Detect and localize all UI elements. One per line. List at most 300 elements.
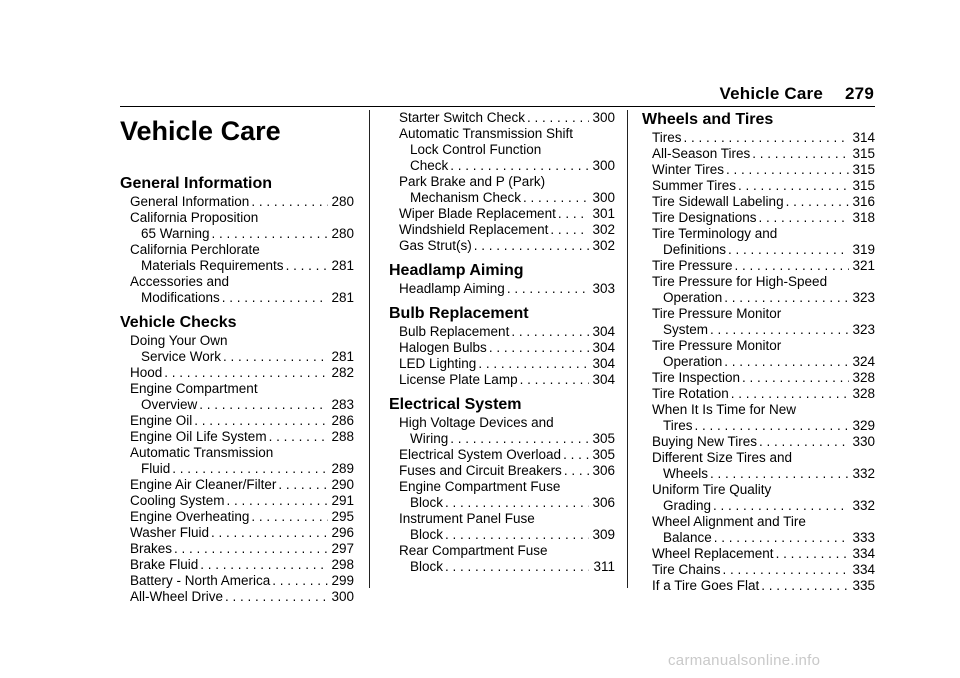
dot-leader [738,178,849,194]
toc-entry-row [652,130,875,146]
toc-entry-line: Lock Control Function [410,142,542,157]
toc-entry[interactable] [652,258,875,274]
dot-leader [714,530,849,546]
toc-entry-label: If a Tire Goes Flat [652,578,760,593]
toc-entry-label: Engine Oil [130,413,193,428]
toc-entry-line: High Voltage Devices and [399,415,554,430]
toc-entry-line: Uniform Tire Quality [652,482,772,497]
toc-entry-row [399,372,615,388]
toc-entry-row [652,242,875,258]
toc-entry-row [399,190,615,206]
toc-entry-label: Modifications [141,290,220,305]
toc-page-number: 318 [852,210,875,225]
toc-page-number: 298 [331,557,354,572]
running-head [720,84,875,104]
toc-entry-label: Wiper Blade Replacement [399,206,556,221]
toc-entry-label: Tire Inspection [652,370,741,385]
toc-entry-row [652,210,875,226]
toc-entry-row [130,258,354,274]
toc-entry-label: System [663,322,709,337]
toc-entry-label: Washer Fluid [130,525,210,540]
dot-leader [735,258,849,274]
dot-leader [684,130,850,146]
column-divider-2 [627,110,628,588]
toc-section [120,174,354,306]
toc-entry[interactable] [652,338,875,370]
dot-leader [194,413,328,429]
toc-entry-label: Battery - North America [130,573,271,588]
dot-leader [776,546,849,562]
chapter-title: Vehicle Care [120,116,281,146]
dot-leader [761,578,849,594]
dot-leader [227,493,328,509]
toc-entry-row [130,493,354,509]
toc-entry-label: Wheels [663,466,709,481]
toc-page-number: 281 [331,349,354,364]
dot-leader [710,466,849,482]
toc-entry-label: Engine Air Cleaner/Filter [130,477,277,492]
toc-entry[interactable] [399,463,615,479]
toc-entry[interactable] [652,386,875,402]
toc-entry-line: Doing Your Own [130,333,228,348]
toc-entry-label: 65 Warning [141,226,210,241]
toc-column-1 [120,110,354,612]
toc-entry[interactable] [399,479,615,511]
dot-leader [474,238,589,254]
toc-section [389,304,615,388]
toc-entry-label: Block [410,527,444,542]
toc-page-number: 288 [331,429,354,444]
toc-entry[interactable] [399,222,615,238]
toc-page-number: 330 [852,434,875,449]
dot-leader [174,541,328,557]
toc-entry-row [130,365,354,381]
toc-entry-line: Tire Pressure for High-Speed [652,274,828,289]
dot-leader [251,509,328,525]
toc-section [389,395,615,575]
toc-entry-row [399,238,615,254]
header-rule [120,106,875,107]
toc-page-number: 282 [331,365,354,380]
toc-page-number: 329 [852,418,875,433]
toc-entry-line: Accessories and [130,274,230,289]
toc-entry-label: LED Lighting [399,356,477,371]
toc-entry-label: Operation [663,290,723,305]
toc-entry-row [652,562,875,578]
toc-page-number: 315 [852,146,875,161]
toc-entry-label: Headlamp Aiming [399,281,505,296]
toc-entry[interactable] [399,340,615,356]
toc-entry[interactable] [130,589,354,605]
dot-leader [450,431,589,447]
toc-entry-label: Tires [663,418,693,433]
toc-page-number: 306 [592,463,615,478]
toc-entry-row [399,447,615,463]
section-heading: General Information [120,175,273,192]
toc-page-number: 302 [592,238,615,253]
toc-entry-line: Engine Compartment Fuse [399,479,561,494]
dot-leader [752,146,849,162]
toc-entry[interactable] [399,356,615,372]
toc-entry-line: Wheel Alignment and Tire [652,514,806,529]
dot-leader [272,573,328,589]
toc-entry[interactable] [652,178,875,194]
toc-column-3 [642,110,875,601]
toc-entry-row [130,589,354,605]
toc-entry-label: Wheel Replacement [652,546,774,561]
toc-entry-row [130,429,354,445]
toc-entry[interactable] [652,370,875,386]
toc-entry-row [130,397,354,413]
toc-column-2 [389,110,615,582]
watermark: carmanualsonline.info [668,652,821,669]
dot-leader [223,349,328,365]
dot-leader [723,562,849,578]
section-heading: Bulb Replacement [389,305,529,322]
toc-entry-row [652,162,875,178]
toc-entry-label: Winter Tires [652,162,725,177]
toc-page-number: 315 [852,162,875,177]
toc-entry-line: Rear Compartment Fuse [399,543,548,558]
toc-page-number: 289 [331,461,354,476]
toc-entry-label: Tire Sidewall Labeling [652,194,784,209]
toc-page-number: 286 [331,413,354,428]
toc-page-number: 306 [592,495,615,510]
toc-entry-row [652,466,875,482]
toc-page-number: 295 [331,509,354,524]
toc-entry[interactable] [130,509,354,525]
toc-section [120,313,354,605]
dot-leader [269,429,328,445]
dot-leader [520,372,589,388]
toc-entry-row [130,557,354,573]
toc-entry[interactable] [652,450,875,482]
toc-entry[interactable] [399,174,615,206]
toc-entry-row [130,349,354,365]
toc-entry[interactable] [130,242,354,274]
toc-entry-row [130,290,354,306]
toc-entry-row [652,178,875,194]
toc-entry-row [130,194,354,210]
dot-leader [445,559,589,575]
toc-page-number: 334 [852,562,875,577]
toc-entry-row [399,281,615,297]
toc-entry-row [652,386,875,402]
toc-entry-label: Windshield Replacement [399,222,549,237]
dot-leader [172,461,328,477]
toc-page-number: 300 [331,589,354,604]
dot-leader [786,194,849,210]
toc-entry[interactable] [130,413,354,429]
toc-entry[interactable] [652,514,875,546]
toc-entry[interactable] [399,324,615,340]
toc-page-number: 297 [331,541,354,556]
toc-entry[interactable] [652,434,875,450]
toc-page-number: 334 [852,546,875,561]
dot-leader [759,434,849,450]
toc-entry-label: Overview [141,397,198,412]
dot-leader [445,527,589,543]
toc-entry-label: Tire Designations [652,210,757,225]
toc-entry[interactable] [130,274,354,306]
toc-entry-line: California Proposition [130,210,259,225]
toc-entry[interactable] [130,445,354,477]
toc-entry-label: Fuses and Circuit Breakers [399,463,562,478]
toc-entry-label: General Information [130,194,250,209]
toc-page-number: 300 [592,190,615,205]
toc-entry-row [652,578,875,594]
column-divider-1 [369,110,370,588]
toc-entry-row [399,206,615,222]
toc-entry[interactable] [130,557,354,573]
toc-entry-label: Starter Switch Check [399,110,526,125]
toc-page-number: 299 [331,573,354,588]
toc-entry[interactable] [130,429,354,445]
toc-page-number: 305 [592,431,615,446]
toc-entry[interactable] [399,447,615,463]
dot-leader [558,206,589,222]
toc-entry[interactable] [652,306,875,338]
toc-entry-line: Instrument Panel Fuse [399,511,535,526]
toc-entry[interactable] [652,402,875,434]
dot-leader [724,354,849,370]
toc-entry-label: Tire Rotation [652,386,729,401]
toc-entry-line: Automatic Transmission Shift [399,126,574,141]
toc-entry-row [399,222,615,238]
toc-entry[interactable] [399,415,615,447]
toc-entry-row [130,541,354,557]
toc-entry-row [652,194,875,210]
toc-entry[interactable] [399,281,615,297]
dot-leader [489,340,589,356]
toc-page-number: 321 [852,258,875,273]
toc-entry-line: Engine Compartment [130,381,258,396]
toc-entry[interactable] [652,194,875,210]
toc-entry-row [652,546,875,562]
toc-entry-label: Summer Tires [652,178,737,193]
dot-leader [478,356,589,372]
toc-page-number: 304 [592,324,615,339]
toc-entry-row [130,573,354,589]
toc-entry[interactable] [652,162,875,178]
toc-section [642,110,875,594]
toc-page-number: 323 [852,322,875,337]
section-heading: Wheels and Tires [642,111,774,128]
dot-leader [278,477,328,493]
toc-entry-line: Tire Pressure Monitor [652,306,782,321]
toc-entry[interactable] [130,381,354,413]
toc-page-number: 304 [592,340,615,355]
section-heading: Electrical System [389,396,522,413]
toc-section [389,110,615,254]
toc-entry[interactable] [130,333,354,365]
toc-entry-row [652,530,875,546]
toc-entry[interactable] [652,226,875,258]
toc-entry-label: All-Season Tires [652,146,751,161]
toc-entry[interactable] [130,210,354,242]
toc-entry-label: Cooling System [130,493,225,508]
toc-entry[interactable] [399,543,615,575]
toc-entry-label: Service Work [141,349,222,364]
toc-entry[interactable] [399,206,615,222]
toc-entry[interactable] [130,477,354,493]
toc-entry-row [652,146,875,162]
toc-entry-row [652,354,875,370]
toc-entry-label: Grading [663,498,712,513]
toc-entry-line: Park Brake and P (Park) [399,174,546,189]
section-heading: Headlamp Aiming [389,262,524,279]
toc-entry[interactable] [652,482,875,514]
toc-entry-row [130,509,354,525]
toc-entry[interactable] [399,372,615,388]
toc-page-number: 281 [331,258,354,273]
dot-leader [199,397,328,413]
toc-page-number: 332 [852,498,875,513]
toc-entry-label: Brake Fluid [130,557,199,572]
dot-leader [710,322,849,338]
dot-leader [450,158,589,174]
toc-entry[interactable] [652,274,875,306]
toc-entry-row [652,290,875,306]
dot-leader [731,386,849,402]
toc-entry-row [399,527,615,543]
toc-entry[interactable] [652,210,875,226]
dot-leader [759,210,849,226]
toc-entry-row [399,559,615,575]
page-number: 279 [845,84,874,103]
toc-page-number: 323 [852,290,875,305]
toc-entry[interactable] [652,578,875,594]
dot-leader [211,525,328,541]
toc-entry-label: Mechanism Check [410,190,522,205]
toc-page-number: 332 [852,466,875,481]
toc-entry-label: Wiring [410,431,449,446]
toc-entry-row [130,226,354,242]
toc-entry-label: Operation [663,354,723,369]
dot-leader [225,589,328,605]
toc-entry-label: Block [410,559,444,574]
running-head-title: Vehicle Care [719,84,824,103]
toc-entry-row [652,434,875,450]
dot-leader [563,447,589,463]
toc-entry-row [399,431,615,447]
toc-entry[interactable] [130,573,354,589]
toc-entry-label: Materials Requirements [141,258,284,273]
toc-entry[interactable] [130,493,354,509]
toc-entry-label: Buying New Tires [652,434,758,449]
toc-entry-label: Halogen Bulbs [399,340,487,355]
dot-leader [527,110,589,126]
toc-page-number: 324 [852,354,875,369]
toc-entry-label: License Plate Lamp [399,372,518,387]
toc-entry-label: Electrical System Overload [399,447,562,462]
toc-entry-label: Check [410,158,449,173]
toc-entry-row [652,418,875,434]
toc-entry-label: Balance [663,530,712,545]
toc-entry[interactable] [130,525,354,541]
toc-entry-row [130,525,354,541]
toc-page-number: 296 [331,525,354,540]
dot-leader [523,190,589,206]
toc-entry-row [652,370,875,386]
toc-page-number: 314 [852,130,875,145]
toc-entry[interactable] [130,194,354,210]
toc-entry-label: Fluid [141,461,171,476]
dot-leader [164,365,328,381]
toc-entry-row [399,356,615,372]
toc-entry[interactable] [130,365,354,381]
toc-entry[interactable] [652,562,875,578]
toc-section [389,261,615,297]
toc-entry-label: Hood [130,365,163,380]
toc-page-number: 315 [852,178,875,193]
toc-page-number: 304 [592,356,615,371]
toc-entry[interactable] [130,541,354,557]
toc-entry-label: Tires [652,130,682,145]
toc-page-number: 291 [331,493,354,508]
toc-entry-row [399,324,615,340]
toc-page-number: 300 [592,110,615,125]
toc-entry-label: Brakes [130,541,173,556]
dot-leader [507,281,589,297]
toc-entry-label: All-Wheel Drive [130,589,224,604]
toc-entry-label: Engine Oil Life System [130,429,267,444]
toc-entry[interactable] [399,126,615,174]
dot-leader [550,222,589,238]
toc-page-number: 280 [331,226,354,241]
dot-leader [728,242,849,258]
dot-leader [726,162,849,178]
toc-entry-label: Engine Overheating [130,509,250,524]
dot-leader [695,418,850,434]
toc-page-number: 281 [331,290,354,305]
dot-leader [200,557,328,573]
toc-entry-row [399,495,615,511]
toc-entry-label: Gas Strut(s) [399,238,472,253]
toc-entry[interactable] [652,546,875,562]
dot-leader [286,258,328,274]
toc-entry-row [399,110,615,126]
toc-entry[interactable] [652,146,875,162]
toc-page-number: 319 [852,242,875,257]
toc-entry[interactable] [399,238,615,254]
dot-leader [445,495,589,511]
toc-entry-label: Definitions [663,242,727,257]
toc-entry-row [652,258,875,274]
toc-entry-label: Block [410,495,444,510]
toc-entry[interactable] [399,511,615,543]
toc-page-number: 333 [852,530,875,545]
toc-entry-line: California Perchlorate [130,242,260,257]
toc-entry-row [130,477,354,493]
toc-entry[interactable] [652,130,875,146]
toc-entry-line: Tire Pressure Monitor [652,338,782,353]
toc-page-number: 302 [592,222,615,237]
dot-leader [251,194,328,210]
toc-entry-row [399,340,615,356]
toc-entry-row [652,322,875,338]
toc-entry-row [130,413,354,429]
toc-page-number: 335 [852,578,875,593]
toc-entry-line: Automatic Transmission [130,445,274,460]
toc-page-number: 301 [592,206,615,221]
toc-page-number: 283 [331,397,354,412]
toc-page-number: 300 [592,158,615,173]
dot-leader [724,290,849,306]
toc-entry-row [652,498,875,514]
toc-entry[interactable] [399,110,615,126]
toc-page-number: 309 [592,527,615,542]
